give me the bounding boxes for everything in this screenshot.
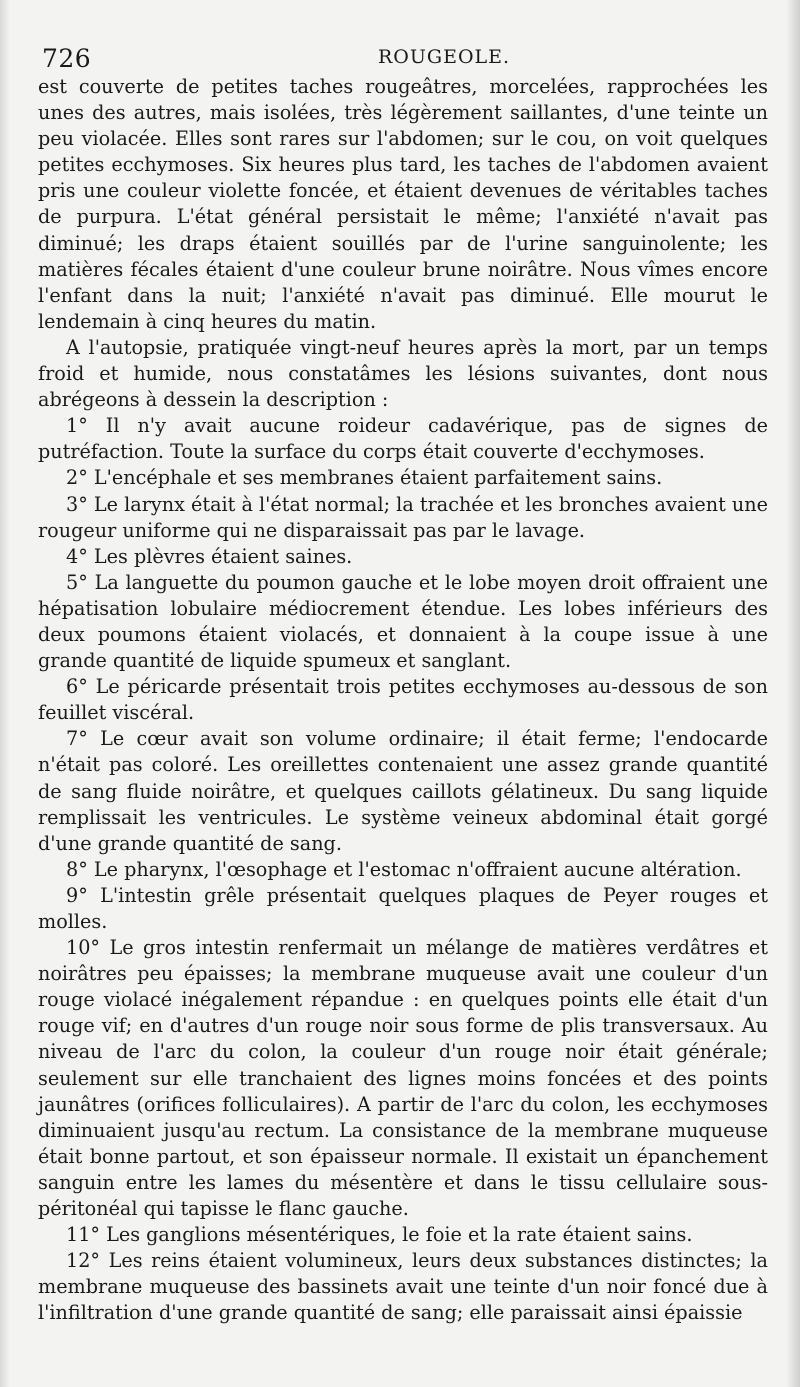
finding-5: 5° La languette du poumon gauche et le lobe moyen droit offraient une hépatisation lobulaire médiocrement étendue. Les lobes inférieurs des deux poumons étaient violacés, et donnaient à la coupe issue à une grande quantité de liquide spumeux et sanglant. xyxy=(38,570,768,673)
finding-2: 2° L'encéphale et ses membranes étaient parfaitement sains. xyxy=(66,466,663,490)
finding-1: 1° Il n'y avait aucune roideur cadavérique, pas de signes de putréfaction. Toute la surface du corps était couverte d'ecchymoses. xyxy=(38,414,768,464)
finding-10: 10° Le gros intestin renfermait un mélange de matières verdâtres et noirâtres peu épaisses; la membrane muqueuse avait une couleur d'un rouge violacé inégalement répandue : en quelques points elle était d'un rouge vif; en d'autres d'un rouge noir sous forme de plis transversaux. Au niveau de l'arc du colon, la couleur d'un rouge noir était générale; seulement sur elle tranchaient des lignes moins foncées et des points jaunâtres (orifices folliculaires). A partir de l'arc du colon, les ecchymoses diminuaient jusqu'au rectum. La consistance de la membrane muqueuse était bonne partout, et son épaisseur normale. Il existait un épanchement sanguin entre les lames du mésentère et dans le tissu cellulaire sous-péritonéal qui tapisse le flanc gauche. xyxy=(38,936,768,1221)
finding-12: 12° Les reins étaient volumineux, leurs deux substances distinctes; la membrane muqueuse des bassinets avait une teinte d'un noir foncé due à l'infiltration d'une grande quantité de sang; elle paraissait ainsi épaissie xyxy=(38,1249,768,1325)
paragraph-continuation: est couverte de petites taches rougeâtres, morcelées, rapprochées les unes des autres, mais isolées, très légèrement saillantes, d'une teinte un peu violacée. Elles sont rares sur l'abdomen; sur le cou, on voit quelques petites ecchymoses. Six heures plus tard, les taches de l'abdomen avaient pris une couleur violette foncée, et étaient devenues de véritables taches de purpura. L'état général persistait le même; l'anxiété n'avait pas diminué; les draps étaient souillés par de l'urine sanguinolente; les matières fécales étaient d'une couleur brune noirâtre. Nous vîmes encore l'enfant dans la nuit; l'anxiété n'avait pas diminué. Elle mourut le lendemain à cinq heures du matin. xyxy=(38,75,768,333)
finding-4: 4° Les plèvres étaient saines. xyxy=(66,544,353,568)
page-number: 726 xyxy=(42,44,92,73)
finding-7: 7° Le cœur avait son volume ordinaire; il était ferme; l'endocarde n'était pas coloré. Les oreillettes contenaient une assez grande quantité de sang fluide noirâtre, et quelques caillots gélatineux. Du sang liquide remplissait les ventricules. Le système veineux abdominal était gorgé d'une grande quantité de sang. xyxy=(38,727,768,855)
running-head xyxy=(38,40,768,74)
paragraph-autopsy-intro: A l'autopsie, pratiquée vingt-neuf heures après la mort, par un temps froid et humide, nous constatâmes les lésions suivantes, dont nous abrégeons à dessein la description : xyxy=(38,335,768,412)
scan-shadow-left xyxy=(0,0,10,1387)
finding-9: 9° L'intestin grêle présentait quelques plaques de Peyer rouges et molles. xyxy=(38,883,768,933)
scan-shadow-right xyxy=(786,0,800,1387)
finding-11: 11° Les ganglions mésentériques, le foie et la rate étaient sains. xyxy=(66,1223,693,1247)
finding-8: 8° Le pharynx, l'œsophage et l'estomac n'offraient aucune altération. xyxy=(66,857,742,881)
finding-6: 6° Le péricarde présentait trois petites ecchymoses au-dessous de son feuillet viscéral. xyxy=(38,675,768,725)
running-title: ROUGEOLE. xyxy=(378,46,511,68)
body-text xyxy=(38,74,768,1327)
finding-3: 3° Le larynx était à l'état normal; la trachée et les bronches avaient une rougeur uniforme qui ne disparaissait pas par le lavage. xyxy=(38,492,768,542)
